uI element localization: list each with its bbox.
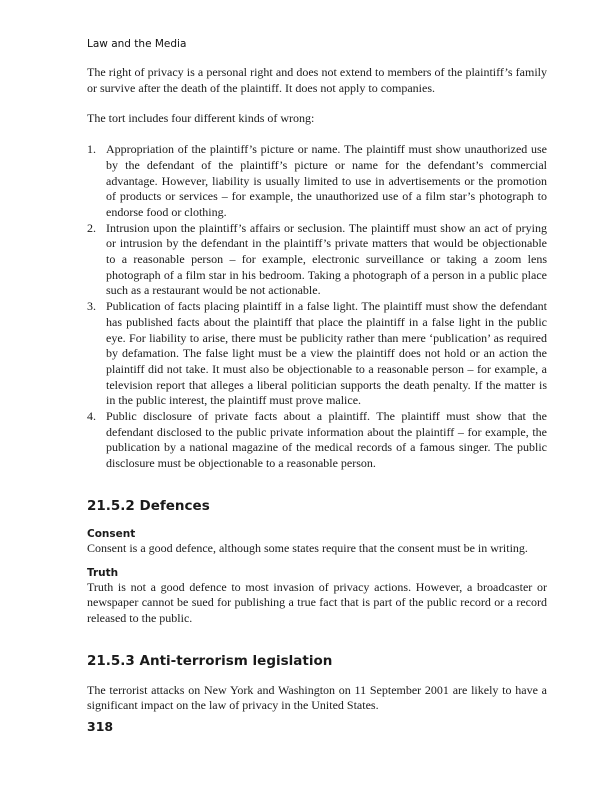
list-number: 2. xyxy=(87,220,96,235)
list-item xyxy=(87,299,547,409)
page-number: 318 xyxy=(87,719,114,735)
truth-block xyxy=(87,567,547,627)
truth-paragraph: Truth is not a good defence to most invasion of privacy actions. However, a broadcaster or newspaper cannot be sued for publishing a true fact that is part of the public record or a record released to the public. xyxy=(87,579,547,625)
list-number: 1. xyxy=(87,142,96,157)
list-item-text: Publication of facts placing plaintiff in a false light. The plaintiff must show the defendant has published facts about the plaintiff that place the plaintiff in a false light in the public eye. For liability to arise, there must be publicity rather than mere ‘publication’ as required by defamation. The false light must be a view the plaintiff does not hold or an action the plaintiff did not take. It must also be objectionable to a reasonable person – for example, a television report that alleges a liberal politician supports the death penalty. If the matter is in the public interest, the plaintiff must prove malice. xyxy=(106,299,547,408)
section-heading-anti-terrorism: 21.5.3 Anti-terrorism legislation xyxy=(87,652,333,669)
subheading-truth: Truth xyxy=(87,566,119,579)
list-item-text: Appropriation of the plaintiff’s picture or name. The plaintiff must show unauthorized use by the defendant of the plaintiff’s picture or name for the defendant’s commercial advantage. However, liability is usually limited to use in advertisements or the promotion of products or services – for example, the unauthorized use of a film star’s photograph to endorse food or clothing. xyxy=(106,142,547,219)
intro-paragraph: The right of privacy is a personal right and does not extend to members of the plaintiff’s family or survive after the death of the plaintiff. It does not apply to companies. xyxy=(87,65,547,95)
list-item xyxy=(87,221,547,300)
section-heading-defences: 21.5.2 Defences xyxy=(87,497,210,514)
list-item xyxy=(87,409,547,472)
list-number: 4. xyxy=(87,409,96,424)
consent-block xyxy=(87,528,547,557)
list-item-text: Intrusion upon the plaintiff’s affairs or seclusion. The plaintiff must show an act of prying or intrusion by the defendant in the plaintiff’s private matters that would be objectionable to a reasonable person – for example, electronic surveillance or taking a zoom lens photograph of a film star in his bedroom. Taking a photograph of a person in a public place such as a restaurant would be not actionable. xyxy=(106,220,547,298)
list-item-text: Public disclosure of private facts about a plaintiff. The plaintiff must show that the defendant disclosed to the public private information about the plaintiff – for example, the publication by a national magazine of the medical records of a famous singer. The public disclosure must be objectionable to a reasonable person. xyxy=(106,409,547,471)
intro-paragraph: The tort includes four different kinds of wrong: xyxy=(87,111,315,126)
list-number: 3. xyxy=(87,299,96,314)
list-item xyxy=(87,142,547,221)
anti-terrorism-paragraph: The terrorist attacks on New York and Washington on 11 September 2001 are likely to have a significant impact on the law of privacy in the United States. xyxy=(87,682,547,713)
subheading-consent: Consent xyxy=(87,527,136,540)
wrongs-list xyxy=(87,142,547,472)
book-page xyxy=(87,38,547,734)
consent-paragraph: Consent is a good defence, although some states require that the consent must be in writing. xyxy=(87,540,528,555)
running-head: Law and the Media xyxy=(87,38,187,50)
